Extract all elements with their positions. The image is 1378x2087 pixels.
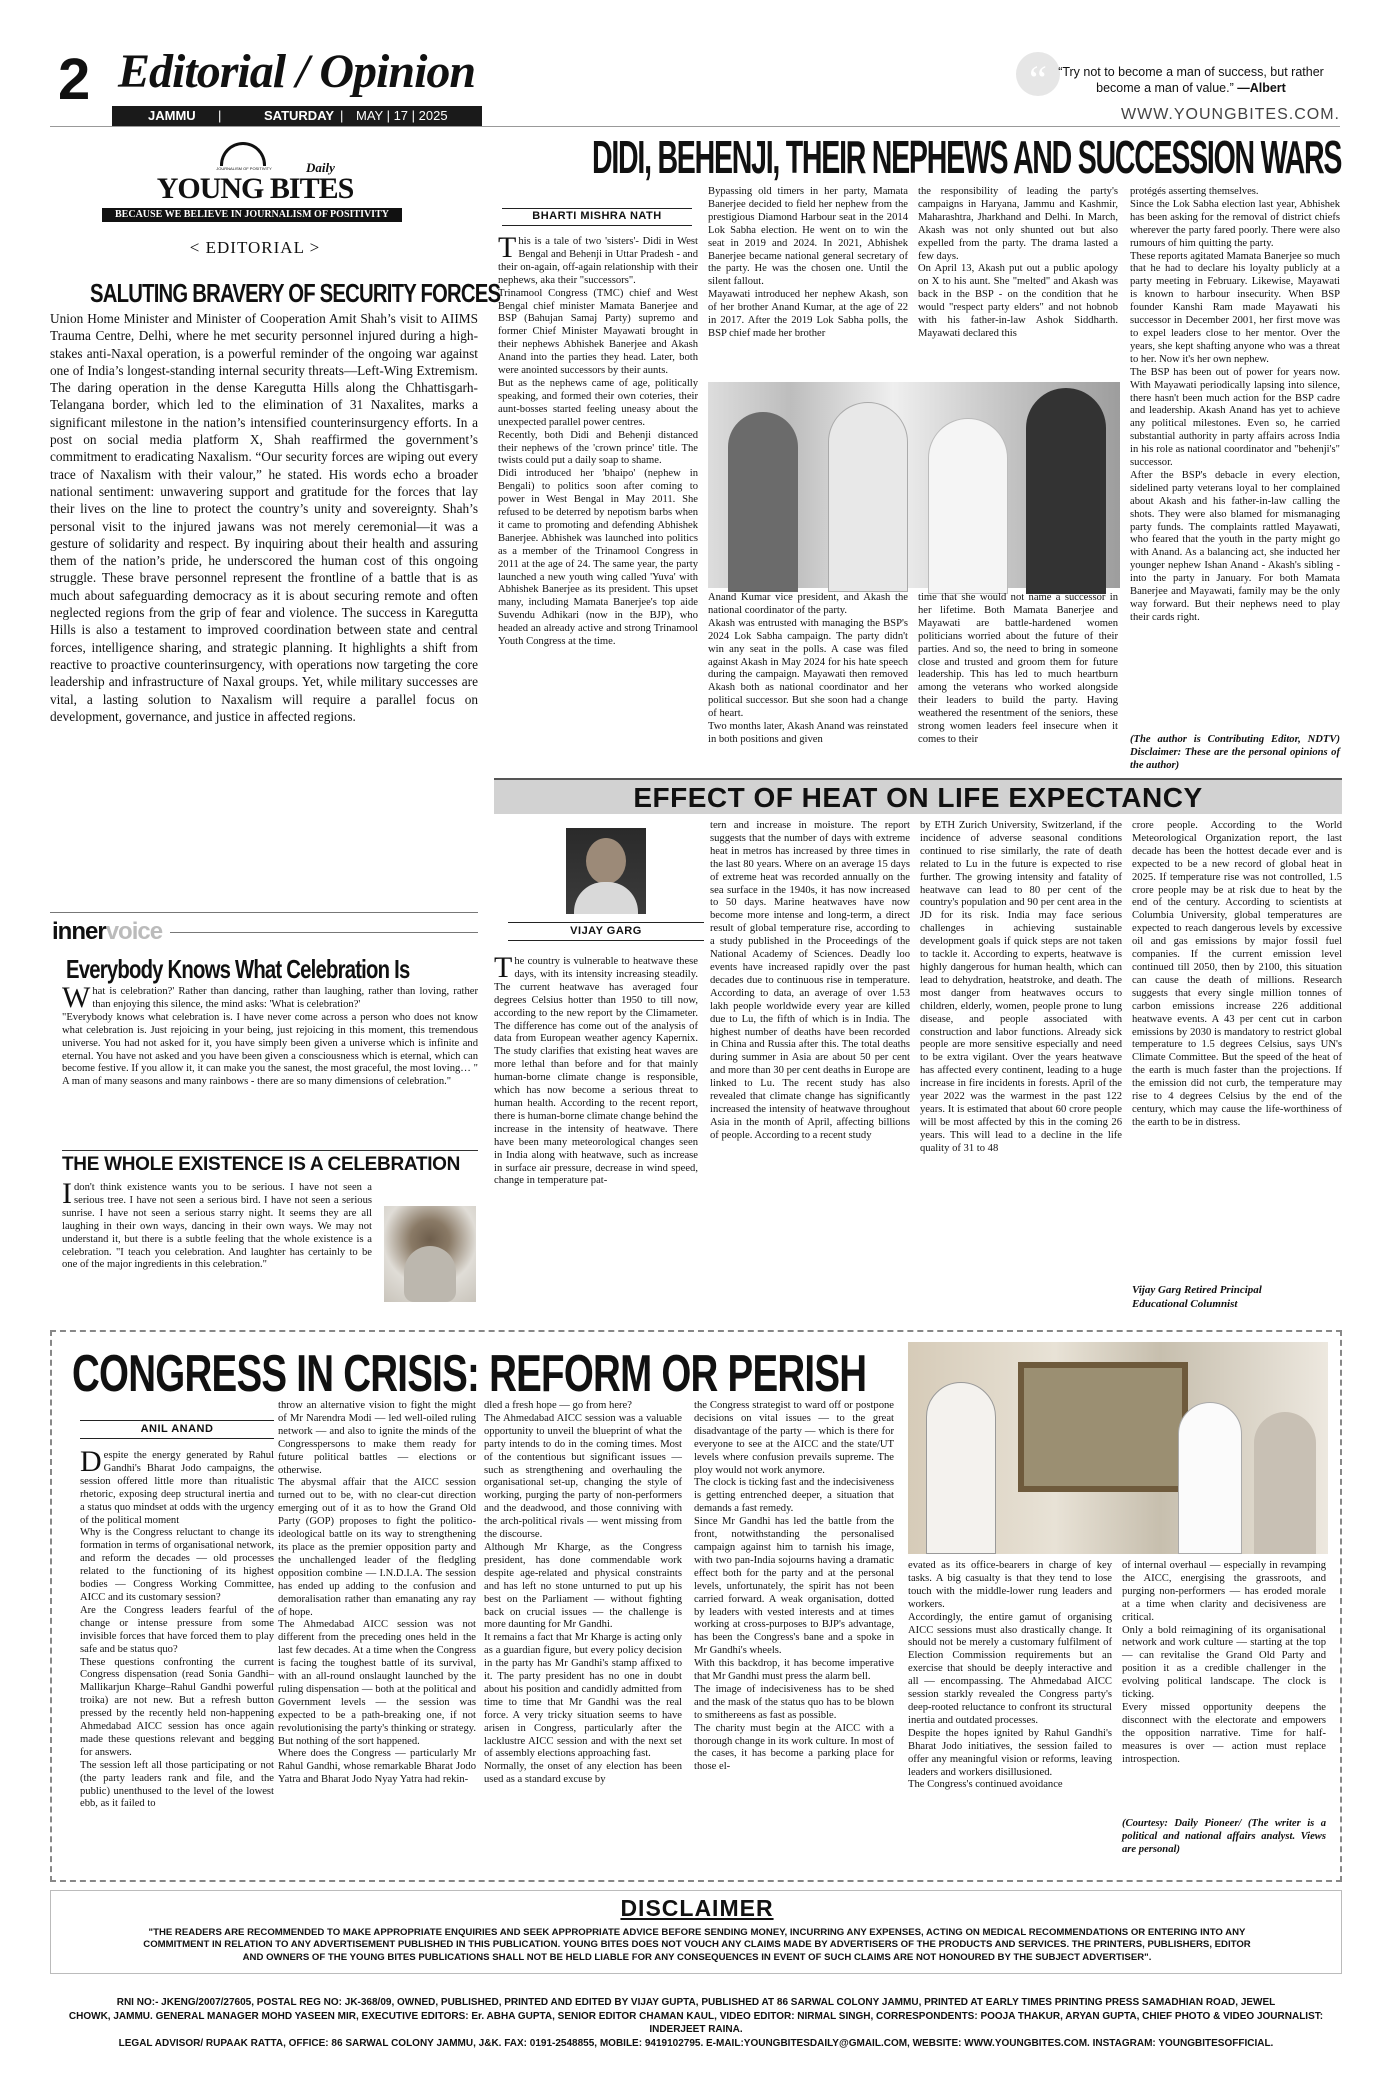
editorial-label: < EDITORIAL > [189,238,321,257]
congress-headline: CONGRESS IN CRISIS: REFORM OR PERISH [72,1345,867,1403]
editorial-body: Union Home Minister and Minister of Cooperation Amit Shah’s visit to AIIMS Trauma Centre, Delhi, where he met security personnel injured during a high-stakes anti-Naxal operation, is a powerful reminder of the ongoing war against one of India’s longest-standing internal security threats—Left-Wing Extremism. The daring operation in the dense Karegutta Hills along the Chhattisgarh-Telangana border, which led to the elimination of 31 Naxalites, marks a significant milestone in the nation’s intensified counterinsurgency efforts. In a post on social media platform X, Shah reaffirmed the government’s commitment to eradicating Naxalism. “Our security forces are wiping out every trace of Naxalism with their valour,” he stated. His words echo a broader national sentiment: unwavering support and gratitude for the forces that lay their lives on the line to protect the country’s unity and sovereignty. Shah’s personal visit to the injured jawans was not merely ceremonial—it was a gesture of solidarity and respect. By inquiring about their health and assuring them of the nation’s pride, he underscored the human cost of this ongoing struggle. These brave personnel represent the frontline of a battle that is as much about safeguarding democracy as it is about securing remote and often neglected regions from the grip of fear and violence. The success in Karegutta Hills is also a testament to improved coordination between state and central forces, intelligence sharing, and strategic planning. It highlights a shift from reactive to proactive counterinsurgency, with operations now targeting the core leadership and infrastructure of Naxal groups. Yet, while military successes are vital, a lasting solution to Naxalism will require a parallel focus on development, governance, and justice in affected regions. [50,311,478,724]
didi-col-3b: time that she would not name a successor in her lifetime. Both Mamata Banerjee and Mayawati are battle-hardened women politicians worried about the future of their parties. And so, the need to bring in someone close and trusted and groom them for future leadership. This has led to much heartburn among the veterans who worked alongside their leaders to build the party. Having weathered the resentment of the seniors, these strong women leaders feel insecure when it comes to their [918,592,1118,745]
photo-person-1 [728,412,798,592]
masthead [100,140,410,260]
page-number: 2 [58,47,91,112]
heat-col-4: crore people. According to the World Meteorological Organization report, the last decade has been the hottest decade ever and is expected to be a new record of global heat in 2025. If temperature rise was not controlled, 1.5 crore people may be at risk due to heat by the end of the century. According to scientists at Columbia University, global temperatures are expected to reach dangerous levels by excessive oil and gas emissions by major fossil fuel companies. If the current emission level continued till 2050, then by 2100, this situation can cause the death of millions. Research suggests that every single million tonnes of carbon emissions increase 226 additional heatwave events. A 43 per cent cut in carbon emissions by 2030 is mandatory to restrict global temperature to 1.5 degrees Celsius, says UN's Climate Committee. But the speed of the heat of the earth is much faster than the projections. If the emission did not curb, the temperature may rise to 4 degrees Celsius by the end of the century, which may cause the life-worthiness of the earth to be in distress. [1132,820,1342,1128]
didi-col-2: Bypassing old timers in her party, Mamata Banerjee decided to field her nephew from the prestigious Diamond Harbour seat in the 2014 Lok Sabha election. He went on to win the seat in 2019 and 2024. In 2021, Abhishek Banerjee became national general secretary of the party. He was the chosen one. Until the silent fallout. Mayawati introduced her nephew Akash, son of her brother Anand Kumar, at the age of 22 in 2017. After the 2019 Lok Sabha polls, the BSP chief made her brother [708,186,908,339]
photo-person-3 [928,418,1008,594]
quote-mark-icon: “ [1016,52,1060,96]
masthead-logo-icon [220,142,266,166]
didi-col-3: the responsibility of leading the party's campaigns in Haryana, Jammu and Kashmir, Maharashtra, Jharkhand and Delhi. In March, Akash was not only shunted out but also expelled from the party. The drama lasted a few days. On April 13, Akash put out a public apology on X to his aunt. She "melted" and Akash was back in the BSP - on the condition that he would "respect party elders" and not hobnob with his father-in-law Ashok Siddharth. Mayawati declared this [918,186,1118,339]
editorial-headline: SALUTING BRAVERY OF SECURITY FORCES [90,278,501,308]
masthead-logo-text: JOURNALISM OF POSITIVITY [216,166,272,171]
masthead-daily: Daily [306,160,335,175]
congress-byline: ANIL ANAND [140,1423,214,1435]
photo-person-a [926,1382,996,1554]
masthead-name: YOUNG BITES [156,172,354,205]
quote-author: —Albert [1237,81,1286,95]
imprint [50,1996,1342,2050]
heat-col-1: The country is vulnerable to heatwave these days, with its intensity increasing steadily. The current heatwave has averaged four degrees Celsius hotter than 1950 to till now, according to the new report by the Climameter. The difference has come out of the analysis of data from European weather agency Kapernix. The study clarifies that existing heat waves are more lethal than before and for that mainly human-borne climate change is responsible, which has now become a serious threat to human health. According to the recent report, there is human-borne climate change behind the increase in the intensity of heatwave. There have been many meteorological changes seen in India along with heatwave, such as increase in surface air pressure, decrease in wind speed, change in temperature pat- [494,951,698,1187]
heat-col-3: by ETH Zurich University, Switzerland, if the incidence of adverse seasonal conditions continued to rise similarly, the rate of death related to Lu in the future is expected to rise further. The growing intensity and fatality of heatwave can lead to 80 per cent of the country's population and 90 per cent area in the JD for its risk. India may face serious challenges in achieving sustainable development goals if quick steps are not taken to tackle it. According to experts, heatwave is highly dangerous for human health, which can lead to dehydration, heatstroke, and death. The most danger from heatwaves occurs to children, elderly, women, people prone to lung disease, and people associated with construction and labor functions. Already sick people are more sensitive especially and need to be extra vigilant. Over the years heatwave has affected every continent, leading to a huge increase in fire incidents in forests. April of the year 2022 was the warmest in the past 122 years. It is estimated that about 60 crore people will be most affected by this in the coming 26 years. This will lead to a decline in the life quality of 31 to 48 [920,820,1122,1154]
congress-col-2: throw an alternative vision to fight the might of Mr Narendra Modi — led well-oiled ruling network — and also to ignite the minds of the Congresspersons to make them ready for future political battles — elections or otherwise. The abysmal affair that the AICC session turned out to be, with no clear-cut direction emerging out of it as to how the Grand Old Party (GOP) proposes to fight the politico-ideological battle on its way to strengthening its place as the premier opposition party and the unchallenged leader of the fledgling opposition combine — I.N.D.I.A. The session has ended up adding to the confusion and demoralisation rather than emanating any ray of hope. The Ahmedabad AICC session was not different from the preceding ones held in the last few decades. At a time when the Congress is facing the toughest battle of its survival, with an all-round onslaught launched by the ruling dispensation — both at the political and Government levels — the session was expected to be a path-breaking one, if not revolutionising the party's thinking or strategy. But nothing of the sort happened. Where does the Congress — particularly Mr Rahul Gandhi, whose remarkable Bharat Jodo Yatra and Bharat Jodo Nyay Yatra had rekin- [278,1400,476,1786]
congress-col-4: the Congress strategist to ward off or postpone decisions on vital issues — to the great disadvantage of the party — which is there for everyone to see at the AICC and the state/UT levels where confusion prevails supreme. The ploy would not work anymore. The clock is ticking fast and the indecisiveness is getting entrenched deeper, a situation that demands a fast remedy. Since Mr Gandhi has led the battle from the front, notwithstanding the personalised campaign against him to tarnish his image, with two pan-India sojourns having a dramatic effect both for the party and at the personal levels, unfortunately, the spirit has not been carried forward. A weak organisation, dotted by leaders with vested interests and at times working at cross-purposes to BJP's advantage, has been the Congress's bane and a spoke in Mr Gandhi's wheels. With this backdrop, it has become imperative that Mr Gandhi must press the alarm bell. The image of indecisiveness has to be shed and the mask of the status quo has to be blown to smithereens as fast as possible. The charity must begin at the AICC with a thorough change in its work culture. In most of the cases, it has become a parking place for those el- [694,1400,894,1773]
photo-portrait-frame [1018,1362,1188,1492]
congress-photo [908,1342,1328,1554]
didi-photo [708,382,1120,588]
heat-col-2: tern and increase in moisture. The report suggests that the number of days with extreme heat in metros has increased by three times in the last 80 years. Where on an average 15 days of extreme heat was recorded annually on the sea surface in the 1940s, it has now increased to 50 days. Marine heatwaves have now become more intense and long-term, a direct result of global temperature rise, according to a study published in the Proceedings of the National Academy of Sciences. Deadly loo events have increased rapidly over the past decades due to continuous rise in temperature. According to data, an average of over 1.53 lakh people worldwide every year are killed due to Lu, the fifth of which is in India. The highest number of deaths have been recorded in China and Russia after this. The total deaths during summer in Asia are about 50 per cent and more than 30 per cent deaths in Europe are linked to Lu. The recent study has also revealed that climate change has significantly increased the intensity of heatwave throughout Asia in the month of April, affecting billions of people. According to a recent study [710,820,910,1141]
masthead-tagline: BECAUSE WE BELIEVE IN JOURNALISM OF POSITIVITY [102,208,402,222]
congress-col-3: dled a fresh hope — go from here? The Ahmedabad AICC session was a valuable opportunity to unveil the blueprint of what the party intends to do in the coming times. Most of the contentious but significant issues — such as strengthening and overhauling the organisational set-up, changing the style of working, purging the party of non-performers and the deadwood, and those conniving with the arch-political rivals — went missing from the discourse. Although Mr Kharge, as the Congress president, has done commendable work despite age-related and physical constraints and has left no stone unturned to put up his best on the Parliament — without fighting back on crucial issues — the challenge is more daunting for Mr Gandhi. It remains a fact that Mr Kharge is acting only as a guardian figure, but every policy decision in the party has Mr Gandhi's stamp affixed to it. The party president has no one in doubt about his position and candidly admitted from time to time that Mr Gandhi was the real force. A very tricky situation seems to have arisen in Congress, particularly after the lacklustre AICC session and with the next set of assembly elections approaching fast. Normally, the onset of any election has been used as a standard excuse by [484,1400,682,1786]
innervoice-headline-2: THE WHOLE EXISTENCE IS A CELEBRATION [62,1154,461,1175]
congress-col-1: Despite the energy generated by Rahul Gandhi's Bharat Jodo campaigns, the session offered little more than ritualistic rhetoric, exposing deep structural inertia and a status quo mindset at odds with the urgency of the political moment Why is the Congress reluctant to change its formation in terms of organisational network, and reform the decades — old processes related to the functioning of its highest bodies — Congress Working Committee, AICC and its customary session? Are the Congress leaders fearful of the change or intense pressure from some invisible forces that have forced them to play safe and be status quo? These questions confronting the current Congress dispensation (read Sonia Gandhi–Mallikarjun Kharge–Rahul Gandhi powerful troika) are not new. But a refresh button pressed by the recently held non-happening Ahmedabad AICC session has once again made these questions relevant and begging for answers. The session left all those participating or not (the party leaders rank and file, and the public) unenthused to the level of the lowest ebb, as it failed to [80,1445,274,1810]
photo-person-2 [828,402,908,592]
congress-author-note: (Courtesy: Daily Pioneer/ (The writer is a political and national affairs analyst. Views are personal) [1122,1818,1326,1855]
imprint-line-1: RNI NO:- JKENG/2007/27605, POSTAL REG NO: JK-368/09, OWNED, PUBLISHED, PRINTED AND EDITED BY VIJAY GUPTA, PUBLISHED AT 86 SARWAL COLONY JAMMU, PRINTED AT EARLY TIMES PRINTING PRESS SAMADHIAN ROAD, JEWEL [116,1997,1276,2008]
header-quote: “Try not to become a man of success, but rather become a man of value.” —Albert [1058,65,1324,95]
heat-author-photo [566,828,646,914]
header-divider [50,126,1340,127]
photo-person-c [1254,1412,1316,1554]
heat-signoff-2: Educational Columnist [1132,1298,1238,1310]
didi-author-note: (The author is Contributing Editor, NDTV) Disclaimer: These are the personal opinions of the author) [1130,734,1340,771]
congress-col-5: evated as its office-bearers in charge of key tasks. A big casualty is that they tend to lose touch with the middle-lower rung leaders and workers. Accordingly, the entire gamut of organising AICC sessions must also drastically change. It should not be merely a customary fulfilment of Election Commission requirements but an exercise that should be deeply interactive and all — encompassing. The Ahmedabad AICC session starkly revealed the Congress party's deep-rooted reluctance to confront its structural inertia and outdated processes. Despite the hopes ignited by Rahul Gandhi's Bharat Jodo initiatives, the session failed to offer any meaningful vision or reforms, leaving leaders and workers disillusioned. The Congress's continued avoidance [908,1560,1112,1791]
heat-signoff-1: Vijay Garg Retired Principal [1132,1284,1262,1296]
page-header [0,0,1378,130]
heat-headline: EFFECT OF HEAT ON LIFE EXPECTANCY [633,782,1203,813]
didi-byline: BHARTI MISHRA NATH [532,210,662,222]
imprint-line-3: LEGAL ADVISOR/ RUPAAK RATTA, OFFICE: 86 SARWAL COLONY JAMMU, J&K. FAX: 0191-2548855, MOBILE: 9419102795. E-MAIL:YOUNGBITESDAILY@GMAIL.COM, WEBSITE: WWW.YOUNGBITES.COM. INSTAGRAM: YOUNGBITESOFFICIAL. [118,2037,1274,2049]
innervoice-body-2: Idon't think existence wants you to be serious. I have not seen a serious tree. I have not seen a serious bird. I have not seen a serious sunrise. I have not seen a serious starry night. It seems they are all laughing in their own ways, dancing in their own ways. We may not understand it, but there is a subtle feeling that the whole existence is a celebration. "I teach you celebration. And laughter has certainly to be one of the major ingredients in this celebration." [62,1177,372,1271]
dateline-city: JAMMU [148,108,196,123]
heat-byline: VIJAY GARG [570,925,642,937]
website-link[interactable]: WWW.YOUNGBITES.COM. [1121,106,1340,123]
innervoice-headline: Everybody Knows What Celebration Is [66,954,410,984]
disclaimer-text: "THE READERS ARE RECOMMENDED TO MAKE APPROPRIATE ENQUIRIES AND SEEK APPROPRIATE ADVICE BEFORE SENDING MONEY, INCURRING ANY EXPENSES, ACTING ON MEDICAL RECOMMENDATIONS OR ENTERING INTO ANY COMMITMENT IN RELATION TO ANY ADVERTISEMENT PUBLISHED IN THIS PUBLICATION. YOUNG BITES DOES NOT VOUCH ANY CLAIMS MADE BY ADVERTISERS OF THE PRODUCTS AND SERVICES. THE PRINTERS, PUBLISHERS, EDITOR AND OWNERS OF THE YOUNG BITES PUBLICATIONS SHALL NOT BE HELD LIABLE FOR ANY CONSEQUENCES IN EVENT OF SUCH CLAIMS ARE NOT HONOURED BY THE SUBJECT ADVERTISER". [143,1927,1251,1963]
disclaimer-box [50,1890,1342,1974]
innervoice-portrait [384,1206,476,1302]
dateline-day: SATURDAY [264,108,335,123]
heat-headline-bar [494,778,1342,814]
didi-col-4: protégés asserting themselves. Since the Lok Sabha election last year, Abhishek has been asking for the removal of district chiefs wherever the party fared poorly. There were also rumours of him quitting the party. These reports agitated Mamata Banerjee so much that he had to declare his loyalty publicly at a party meeting in February. Likewise, Mayawati is known to harbour insecurity. When BSP founder Kanshi Ram made Mayawati his successor in December 2001, her first move was to expel leaders close to her mentor. Over the years, she kept shafting anyone who was a threat to her. Now it's her own nephew. The BSP has been out of power for years now. With Mayawati periodically lapsing into silence, there hasn't been much action for the BSP cadre and leadership. Akash Anand has yet to achieve any political milestones. Even so, he carried substantial authority in party affairs across India in his role as national coordinator and "behenji's" successor. After the BSP's debacle in every election, sidelined party veterans loyal to her complained about Akash and his father-in-law calling the shots. They were also blamed for mismanaging party funds. The complaints rattled Mayawati, who feared that the youth in the party might go with Anand. As a balancing act, she inducted her younger nephew Ishan Anand - Akash's sibling - into the party in January. For both Mamata Banerjee and Mayawati, family may be the only way forward. But their nephews need to play their cards right. [1130,186,1340,623]
dateline-date: MAY | 17 | 2025 [356,108,448,123]
congress-col-6: of internal overhaul — especially in revamping the AICC, energising the grassroots, and purging non-performers — has eroded morale at a time when clarity and decisiveness are critical. Only a bold reimagining of its organisational network and work culture — starting at the top — can revitalise the Grand Old Party and position it as a credible challenger in the evolving political landscape. The clock is ticking. Every missed opportunity deepens the disconnect with the electorate and empowers the opposition narrative. Time for half-measures is over — action must replace introspection. [1122,1560,1326,1765]
innervoice-body: What is celebration?' Rather than dancing, rather than laughing, rather than loving, rather than enjoying this silence, the mind asks: 'What is celebration?' "Everybody knows what celebration is. I have never come across a person who does not know what celebration is. Just rejoicing in your being, just rejoicing in this moment, this tremendous universe. You had not asked for it, you have simply been given a universe which is infinite and eternal. You have not asked and you have been given a consciousness which is eternal, which can become festive. If you allow it, it can make you the sanest, the most graceful, the most loving… " A man of many seasons and many rainbows - there are so many dimensions of celebration." [62,981,478,1088]
imprint-line-2: CHOWK, JAMMU. GENERAL MANAGER MOHD YASEEN MIR, EXECUTIVE EDITORS: Er. ABHA GUPTA, SENIOR EDITOR CHAMAN KAUL, VIDEO EDITOR: NIRMAL SINGH, CORRESPONDENTS: POOJA THAKUR, ARYAN GUPTA, CHIEF PHOTO & VIDEO JOURNALIST: INDERJEET RAINA. [68,2010,1324,2035]
photo-person-b [1178,1402,1242,1554]
section-title: Editorial / Opinion [118,45,476,98]
didi-col-1: This is a tale of two 'sisters'- Didi in West Bengal and Behenji in Uttar Pradesh - and their on-again, off-again relationship with their nephews, aka their "successors". Trinamool Congress (TMC) chief and West Bengal chief minister Mamata Banerjee and BSP (Bahujan Samaj Party) supremo and former Chief Minister Mayawati brought in their nephews Abhishek Banerjee and Akash Anand into the parties they head. Later, both were anointed successors by their aunts. But as the nephews came of age, politically speaking, and formed their own coteries, their aunt-bosses started feeling uneasy about the unexpected parallel power centres. Recently, both Didi and Behenji distanced their nephews of the 'crown prince' title. The twists could put a daily soap to shame. Didi introduced her 'bhaipo' (nephew in Bengali) to politics soon after coming to power in West Bengal in May 2011. She refused to be deterred by nepotism barbs when it came to promoting and defending Abhishek Banerjee. Abhishek was launched into politics as a member of the Trinamool Congress in 2011 at the age of 24. The same year, the party launched a new youth wing called 'Yuva' with Abhishek Banerjee as its president. This upset many, including Mamata Banerjee's top aide Suvendu Adhikari (now in the BJP), who headed an already active and strong Trinamool Youth Congress at the time. [498,231,698,648]
didi-col-2b: Anand Kumar vice president, and Akash the national coordinator of the party. Akash was entrusted with managing the BSP's 2024 Lok Sabha campaign. The party didn't win any seat in the polls. A case was filed against Akash in May 2024 for his hate speech during the campaign. Mayawati then removed Akash both as national coordinator and her political successor. But she soon had a change of heart. Two months later, Akash Anand was reinstated in both positions and given [708,592,908,745]
dateline-bar: JAMMU | SATURDAY | MAY | 17 | 2025 [112,106,482,126]
photo-person-4 [1026,388,1106,594]
disclaimer-title: DISCLAIMER [620,1895,774,1921]
didi-headline: DIDI, BEHENJI, THEIR NEPHEWS AND SUCCESSION WARS [592,131,1342,183]
innervoice-label: innervoice [52,918,163,945]
